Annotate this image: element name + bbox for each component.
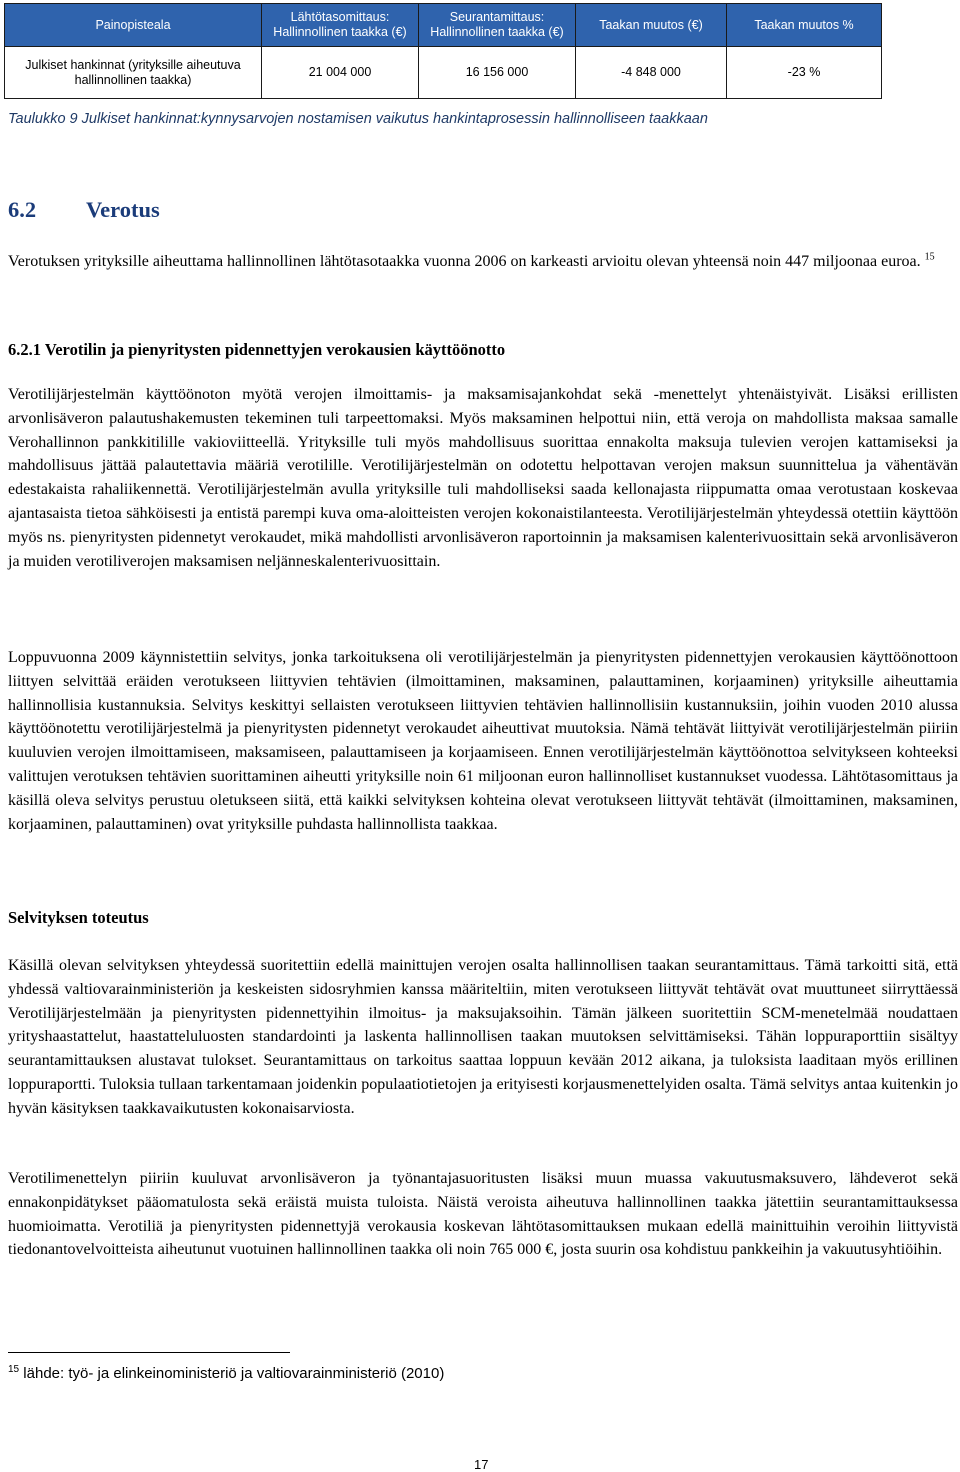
table-cell: -23 % xyxy=(727,47,882,99)
table-header-cell: Taakan muutos % xyxy=(727,4,882,47)
body-paragraph: Verotilimenettelyn piiriin kuuluvat arvonlisäveron ja työnantajasuoritusten lisäksi muun muassa vakuutusmaksuvero, lähdeverot sekä ennakonpidätykset pääomatulosta sekä eräistä muista tuloista. Näistä veroista aiheutuva hallinnollinen taakka jätettiin seurantamittauksessa huomioimatta. Verotiliä ja pienyritysten pidennettyjä verokausia koskevan lähtötasomittauksen mukaan edellä mainittuihin veroihin liittyvistä tiedonantovelvoitteista aiheutunut vuotuinen hallinnollinen taakka oli noin 765 000 €, josta suurin osa kohdistuu pankkeihin ja vakuutusyhtiöihin. xyxy=(8,1170,958,1259)
footnote-separator xyxy=(8,1352,290,1353)
selvitys-heading: Selvityksen toteutus xyxy=(8,908,149,927)
section-intro-paragraph xyxy=(8,250,958,274)
footnote-number: 15 xyxy=(8,1364,20,1375)
table-header-cell: Lähtötasomittaus: Hallinnollinen taakka (€) xyxy=(262,4,419,47)
table-cell: Julkiset hankinnat (yrityksille aiheutuva hallinnollinen taakka) xyxy=(5,47,262,99)
body-paragraph: Loppuvuonna 2009 käynnistettiin selvitys, jonka tarkoituksena oli verotilijärjestelmän ja pienyritysten pidennettyjen verokausien käyttöönottoon liittyen selvittää eräiden verotukseen liittyvien tehtävien (ilmoittaminen, maksaminen, palauttaminen, korjaaminen) yrityksille aiheuttamia hallinnollisia kustannuksia. Selvitys keskittyi sellaisten verotukseen liittyvien tehtävien hallinnollisiin kustannuksiin, joihin vuoden 2010 alussa käyttöönotettu verotilijärjestelmä ja pienyritysten pidennetyt verokaudet aiheuttivat muutoksia. Nämä tehtävät liittyivät verotilijärjestelmän piiriin kuuluvien verojen ilmoittamiseen, maksamiseen, palauttamiseen ja korjaamiseen. Ennen verotilijärjestelmän käyttöönottoa selvitykseen kohteeksi valittujen verotuksen tehtävien suorittaminen aiheutti yrityksille noin 61 miljoonan euron hallinnolliset kustannukset vuodessa. Lähtötasomittaus ja käsillä oleva selvitys perustuu oletukseen siitä, että kaikki selvityksen kohteina olevat verotukseen liittyvät tehtävät (ilmoittaminen, maksaminen, korjaaminen, palauttaminen) ovat yrityksille puhdasta hallinnollista taakkaa. xyxy=(8,649,958,833)
subsection-heading: 6.2.1 Verotilin ja pienyritysten pidennettyjen verokausien käyttöönotto xyxy=(8,340,506,359)
body-paragraph: Verotilijärjestelmän käyttöönoton myötä verojen ilmoittamis- ja maksamisajankohdat sekä -menettelyt yhtenäistyivät. Lisäksi erillisten arvonlisäveron palautushakemusten tekeminen tuli tarpeettomaksi. Myös maksaminen helpottui niin, että veroja on mahdollista maksaa samalle Verohallinnon pankkitilille vakioviitteellä. Yrityksille tuli myös mahdollisuus suorittaa ennakolta maksuja tulevien verojen kattamiseksi ja mahdollisuus jättää palautettavia määriä verotilille. Verotilijärjestelmän on odotettu helpottavan verojen maksun suunnittelua ja vähentävän edestakaista rahaliikennettä. Verotilijärjestelmän avulla yrityksille tuli mahdolliseksi saada kellonajasta riippumatta omaa verotustaan koskevaa ajantasaista tietoa sähköisesti ja entistä parempi kuva oma-aloitteisten verojen kokonaistilanteesta. Verotilijärjestelmän yhteydessä otettiin käyttöön myös ns. pienyritysten pidennetyt verokaudet, mikä mahdollisti arvonlisäveron raportoinnin ja maksamisen kalenterivuosittain sekä arvonlisäveron ja muiden verotiliverojen maksamisen neljänneskalenterivuosittain. xyxy=(8,386,958,570)
page-number: 17 xyxy=(474,1457,489,1472)
burden-table xyxy=(4,3,882,99)
section-heading xyxy=(8,197,160,223)
table-caption: Taulukko 9 Julkiset hankinnat:kynnysarvojen nostamisen vaikutus hankintaprosessin hallinnolliseen taakkaan xyxy=(8,111,708,127)
body-paragraph: Käsillä olevan selvityksen yhteydessä suoritettiin edellä mainittujen verojen osalta hallinnollisen taakan seurantamittaus. Tämä tarkoitti sitä, että yhdessä valtiovarainministeriön ja keskeisten sidosryhmien kanssa määriteltiin, miten verotukseen liittyvät tehtävät ovat muuttuneet siirryttäessä Verotilijärjestelmään ja pienyritysten pidennettyihin ilmoitus- ja maksujaksoihin. Tämän jälkeen suoritettiin SCM-menetelmää noudattaen yrityshaastattelut, haastatteluluosten standardointi ja laskenta hallinnollisen taakan muutoksen selvittämiseksi. Tähän loppuraporttiin sisältyy seurantamittauksen alustavat tulokset. Seurantamittaus on tarkoitus saattaa loppuun kevään 2012 aikana, ja tuloksista laaditaan myös erillinen loppuraportti. Tuloksia tullaan tarkentamaan joidenkin populaatiotietojen ja erityisesti korjausmenettelyiden osalta. Tämä selvitys antaa kuitenkin jo hyvän käsityksen taakkavaikutusten kokonaisarviosta. xyxy=(8,957,958,1117)
table-header-cell: Painopisteala xyxy=(5,4,262,47)
table-cell: 16 156 000 xyxy=(419,47,576,99)
table-header-cell: Taakan muutos (€) xyxy=(576,4,727,47)
table-cell: 21 004 000 xyxy=(262,47,419,99)
table-row xyxy=(5,47,882,99)
table-cell: -4 848 000 xyxy=(576,47,727,99)
table-header-cell: Seurantamittaus: Hallinnollinen taakka (€) xyxy=(419,4,576,47)
section-number: 6.2 xyxy=(8,197,37,222)
section-title: Verotus xyxy=(86,197,160,222)
footnote-reference: 15 xyxy=(924,251,935,263)
footnote-text: lähde: työ- ja elinkeinoministeriö ja valtiovarainministeriö (2010) xyxy=(23,1365,445,1382)
section-intro-text: Verotuksen yrityksille aiheuttama hallinnollinen lähtötasotaakka vuonna 2006 on karkeasti arvioitu olevan yhteensä noin 447 miljoonaa euroa. xyxy=(8,253,921,270)
table-header-row xyxy=(5,4,882,47)
footnote xyxy=(8,1365,444,1382)
